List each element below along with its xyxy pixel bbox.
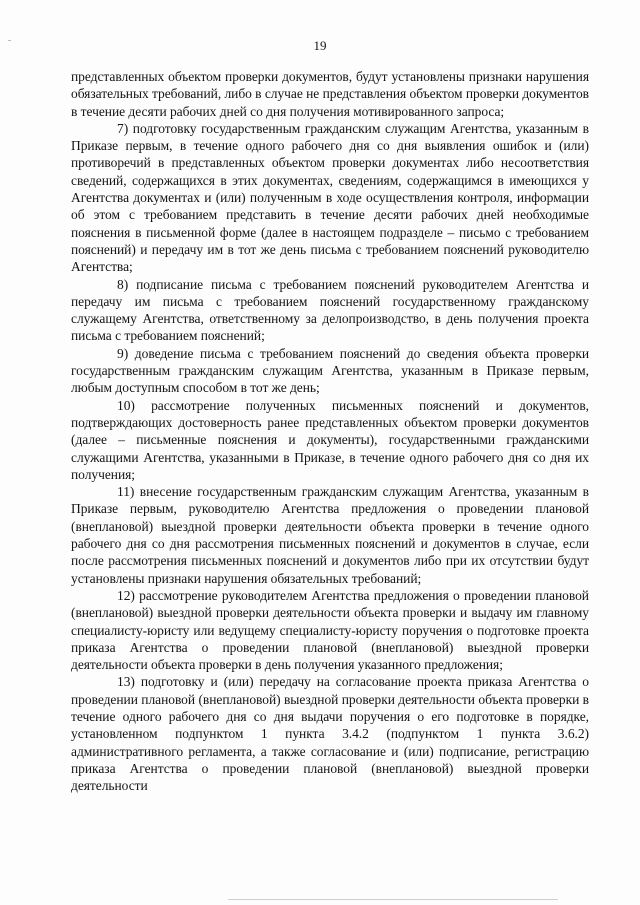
- paragraph-item-11: 11) внесение государственным гражданским служащим Агентства, указанным в Приказе первым, руководителю Агентства предложения о проведении плановой (внеплановой) выездной проверки деятельности объекта проверки в течение одного рабочего дня со дня рассмотрения письменных пояснений и документов в случае, если после рассмотрения письменных пояснений и документов либо при их отсутствии будут установлены признаки нарушения обязательных требований;: [71, 484, 589, 586]
- paragraph-item-8: 8) подписание письма с требованием пояснений руководителем Агентства и передачу им письма с требованием пояснений государственному гражданскому служащему Агентства, ответственному за делопроизводство, в день получения проекта письма с требованием пояснений;: [71, 276, 589, 344]
- paragraph-item-10: 10) рассмотрение полученных письменных пояснений и документов, подтверждающих достоверность ранее представленных объектом проверки документов (далее – письменные пояснения и документы), государственными гражданскими служащими Агентства, указанными в Приказе, в течение одного рабочего дня со дня их получения;: [71, 397, 589, 482]
- scan-edge-line: [228, 899, 558, 900]
- paragraph-item-7: 7) подготовку государственным гражданским служащим Агентства, указанным в Приказе первым, в течение одного рабочего дня со дня выявления ошибок и (или) противоречий в представленных объектом проверки документах либо несоответствия сведений, содержащихся в этих документах, сведениям, содержащимся в имеющихся у Агентства документах и (или) полученным в ходе осуществления контроля, информации об этом с требованием представить в течение десяти рабочих дней необходимые пояснения в письменной форме (далее в настоящем подразделе – письмо с требованием пояснений) и передачу им в тот же день письма с требованием пояснений руководителю Агентства;: [71, 120, 589, 275]
- paragraph-item-13: 13) подготовку и (или) передачу на согласование проекта приказа Агентства о проведении плановой (внеплановой) выездной проверки деятельности объекта проверки в течение одного рабочего дня со дня выдачи поручения о его подготовке в порядке, установленном подпунктом 1 пункта 3.4.2 (подпунктом 1 пункта 3.6.2) административного регламента, а также согласование и (или) подписание, регистрацию приказа Агентства о проведении плановой (внеплановой) выездной проверки деятельности: [71, 674, 589, 794]
- paragraph-item-9: 9) доведение письма с требованием пояснений до сведения объекта проверки государственным гражданским служащим Агентства, указанным в Приказе первым, любым доступным способом в тот же день;: [71, 345, 589, 396]
- paragraph-item-12: 12) рассмотрение руководителем Агентства предложения о проведении плановой (внеплановой) выездной проверки деятельности объекта проверки и выдачу им главному специалисту-юристу или ведущему специалисту-юристу поручения о подготовке проекта приказа Агентства о проведении плановой (внеплановой) выездной проверки деятельности объекта проверки в день получения указанного предложения;: [71, 587, 589, 673]
- document-body: [71, 68, 589, 794]
- paragraph-continuation: представленных объектом проверки документов, будут установлены признаки нарушения обязательных требований, либо в случае не представления объектом проверки документов в течение десяти рабочих дней со дня получения мотивированного запроса;: [71, 69, 589, 119]
- page-number: 19: [313, 38, 327, 53]
